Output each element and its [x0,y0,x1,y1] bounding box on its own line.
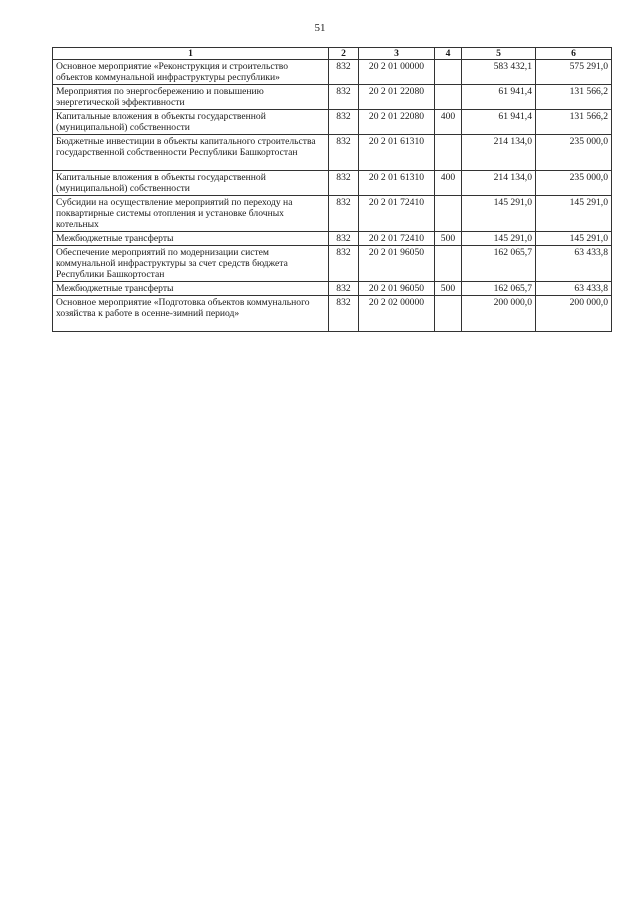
cell-name: Мероприятия по энергосбережению и повышению энергетической эффективности [53,85,329,110]
cell-c3: 20 2 01 22080 [359,110,435,135]
table-row [53,246,612,282]
cell-c6: 575 291,0 [536,60,612,85]
cell-c6: 235 000,0 [536,171,612,196]
table-body [53,60,612,332]
cell-c3: 20 2 01 96050 [359,282,435,296]
table-row [53,85,612,110]
cell-c5: 61 941,4 [462,85,536,110]
cell-c4 [435,60,462,85]
cell-c5: 162 065,7 [462,246,536,282]
col-header-6: 6 [536,48,612,60]
table-row [53,296,612,332]
cell-c6: 131 566,2 [536,85,612,110]
cell-c6: 131 566,2 [536,110,612,135]
cell-name: Основное мероприятие «Подготовка объектов коммунального хозяйства к работе в осенне-зимний период» [53,296,329,332]
col-header-3: 3 [359,48,435,60]
cell-c3: 20 2 01 22080 [359,85,435,110]
col-header-1: 1 [53,48,329,60]
cell-c2: 832 [329,246,359,282]
cell-c4: 400 [435,171,462,196]
cell-c3: 20 2 01 72410 [359,196,435,232]
table-row [53,171,612,196]
cell-c3: 20 2 01 61310 [359,135,435,171]
page-number: 51 [314,22,326,34]
table-header-row [53,48,612,60]
col-header-4: 4 [435,48,462,60]
cell-c3: 20 2 01 61310 [359,171,435,196]
table-row [53,196,612,232]
table-row [53,60,612,85]
cell-c5: 61 941,4 [462,110,536,135]
cell-c3: 20 2 01 96050 [359,246,435,282]
cell-name: Межбюджетные трансферты [53,232,329,246]
cell-name: Основное мероприятие «Реконструкция и строительство объектов коммунальной инфраструктуры республики» [53,60,329,85]
col-header-2: 2 [329,48,359,60]
table-row [53,282,612,296]
cell-c2: 832 [329,196,359,232]
cell-c4 [435,196,462,232]
cell-c6: 63 433,8 [536,282,612,296]
cell-c6: 200 000,0 [536,296,612,332]
cell-c2: 832 [329,110,359,135]
cell-c6: 145 291,0 [536,196,612,232]
cell-c4 [435,85,462,110]
table-row [53,232,612,246]
cell-c2: 832 [329,85,359,110]
cell-c2: 832 [329,60,359,85]
cell-c6: 235 000,0 [536,135,612,171]
cell-c4: 500 [435,282,462,296]
cell-c3: 20 2 01 00000 [359,60,435,85]
cell-c3: 20 2 02 00000 [359,296,435,332]
budget-table [52,47,612,332]
cell-c5: 145 291,0 [462,232,536,246]
cell-c5: 214 134,0 [462,171,536,196]
cell-c5: 145 291,0 [462,196,536,232]
cell-c2: 832 [329,171,359,196]
cell-c5: 162 065,7 [462,282,536,296]
table-row [53,110,612,135]
cell-c5: 200 000,0 [462,296,536,332]
cell-c4 [435,246,462,282]
cell-c2: 832 [329,135,359,171]
cell-c2: 832 [329,232,359,246]
cell-c2: 832 [329,282,359,296]
cell-name: Капитальные вложения в объекты государственной (муниципальной) собственности [53,110,329,135]
cell-c6: 63 433,8 [536,246,612,282]
cell-c4 [435,135,462,171]
cell-c6: 145 291,0 [536,232,612,246]
cell-c4: 500 [435,232,462,246]
cell-c5: 214 134,0 [462,135,536,171]
cell-name: Бюджетные инвестиции в объекты капитального строительства государственной собственности Республики Башкортостан [53,135,329,171]
cell-name: Субсидии на осуществление мероприятий по переходу на поквартирные системы отопления и установке блочных котельных [53,196,329,232]
cell-c5: 583 432,1 [462,60,536,85]
cell-name: Межбюджетные трансферты [53,282,329,296]
cell-c4: 400 [435,110,462,135]
cell-c2: 832 [329,296,359,332]
cell-name: Обеспечение мероприятий по модернизации систем коммунальной инфраструктуры за счет средств бюджета Республики Башкортостан [53,246,329,282]
col-header-5: 5 [462,48,536,60]
cell-c3: 20 2 01 72410 [359,232,435,246]
cell-name: Капитальные вложения в объекты государственной (муниципальной) собственности [53,171,329,196]
table-row [53,135,612,171]
cell-c4 [435,296,462,332]
